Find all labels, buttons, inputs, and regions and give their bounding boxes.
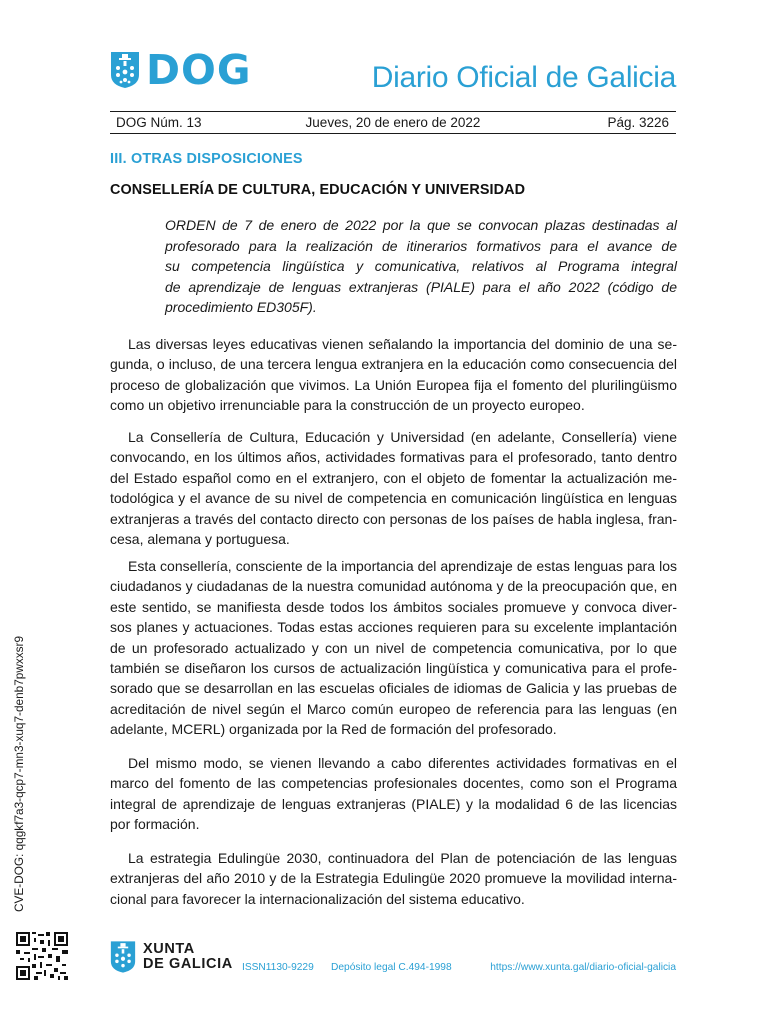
footer-issn: ISSN1130-9229 [242,962,314,973]
body-paragraph [110,848,677,909]
paragraph-line: proceso de globalización que vivimos. La Unión Europea fija el fomento del plurilingüismo [110,376,677,393]
paragraph-line: La Consellería de Cultura, Educación y Universidad (en adelante, Consellería) viene [128,429,677,445]
paragraph-line: convocando, en los últimos años, actividades formativas para el profesorado, tanto dentro [110,449,677,466]
paragraph-line: cional para favorecer la internacionalización del sistema educativo. [110,890,525,907]
paragraph-line: ciudadanos y ciudadanas de la nuestra comunidad autónoma y de la preocupación que, en [110,578,677,595]
paragraph-line: extranjeras del año 2010 y de la Estrategia Edulingüe 2020 promueve la movilidad interna- [110,870,677,887]
galicia-shield-icon [110,940,136,974]
paragraph-line: del Estado español como en el extranjero, con el objeto de fomentar la actualización me- [110,469,677,486]
paragraph-line: extranjeras a través del contacto directo con personas de los países de habla inglesa, fran- [110,510,677,527]
department-heading: CONSELLERÍA DE CULTURA, EDUCACIÓN Y UNIVERSIDAD [110,182,526,198]
paragraph-line: marco del fomento de las competencias profesionales docentes, como son el Programa [110,775,677,792]
order-summary [165,215,677,318]
cve-code: CVE-DOG: qqgkf7a3-qcp7-mn3-xuq7-denb7pwxxsr9 [12,635,26,912]
paragraph-line: cesa, alemana y portuguesa. [110,531,290,548]
order-summary-line: de aprendizaje de lenguas extranjeras (PIALE) para el año 2022 (código de [165,278,677,295]
header-rule-top [110,111,676,112]
paragraph-line: todológica y el avance de su nivel de competencia en comunicación lingüística en lenguas [110,490,677,507]
paragraph-line: por formación. [110,816,200,833]
body-paragraph [110,427,677,549]
issue-number: DOG Núm. 13 [116,115,202,130]
galicia-shield-icon [110,51,140,89]
body-paragraph [110,556,677,740]
body-paragraph [110,753,677,835]
paragraph-line: sorado que se desarrollan en las escuelas oficiales de idiomas de Galicia y las pruebas de [110,680,677,697]
footer-url-link[interactable]: https://www.xunta.gal/diario-oficial-galicia [490,962,676,973]
paragraph-line: acreditación de nivel según el Marco común europeo de referencia para las lenguas (en [110,700,677,717]
xunta-line-2: DE GALICIA [143,956,233,972]
body-paragraph [110,334,677,416]
paragraph-line: este sentido, se manifiesta desde todos los ámbitos sociales promueve y convoca diver- [110,598,677,615]
paragraph-line: como un objetivo irrenunciable para la construcción de un proyecto europeo. [110,397,585,414]
order-summary-line: ORDEN de 7 de enero de 2022 por la que se convocan plazas destinadas al [165,217,677,233]
page-number: Pág. 3226 [607,115,669,130]
header-rule-bottom [110,133,676,134]
paragraph-line: también se diseñaron los cursos de actualización lingüística y comunicativa para el profe- [110,660,677,677]
paragraph-line: adelante, MCERL) organizada por la Red de formación del profesorado. [110,721,557,738]
order-summary-line: profesorado para la realización de itinerarios formativos para el avance de [165,237,677,254]
paragraph-line: Del mismo modo, se vienen llevando a cabo diferentes actividades formativas en el [128,755,677,771]
order-summary-line: procedimiento ED305F). [165,299,317,315]
xunta-wordmark [143,942,233,972]
paragraph-line: gunda, o incluso, de una tercera lengua extranjera en la educación como consecuencia del [110,356,677,373]
paragraph-line: de un profesorado actualizado y con un nivel de competencia comunicativa, por lo que [110,639,677,656]
order-summary-line: su competencia lingüística y comunicativa, relativos al Programa integral [165,258,677,274]
paragraph-line: Las diversas leyes educativas vienen señalando la importancia del dominio de una se- [128,336,677,352]
paragraph-line: La estrategia Edulingüe 2030, continuadora del Plan de potenciación de las lenguas [128,850,677,866]
paragraph-line: sos planes y actuaciones. Todas estas acciones requieren para su excelente implantación [110,619,677,636]
section-heading: III. OTRAS DISPOSICIONES [110,151,303,167]
issue-date: Jueves, 20 de enero de 2022 [305,115,481,130]
xunta-line-1: XUNTA [143,941,195,957]
qr-code-icon [16,932,68,980]
publication-title: Diario Oficial de Galicia [371,61,676,94]
paragraph-line: integral de aprendizaje de lenguas extranjeras (PIALE) y la modalidad 6 de las licencias [110,795,677,812]
xunta-logo [110,940,233,974]
dog-logo [110,46,252,94]
footer-deposito-legal: Depósito legal C.494-1998 [331,962,452,973]
dog-wordmark: DOG [146,46,252,94]
paragraph-line: Esta consellería, consciente de la importancia del aprendizaje de estas lenguas para los [128,558,677,574]
